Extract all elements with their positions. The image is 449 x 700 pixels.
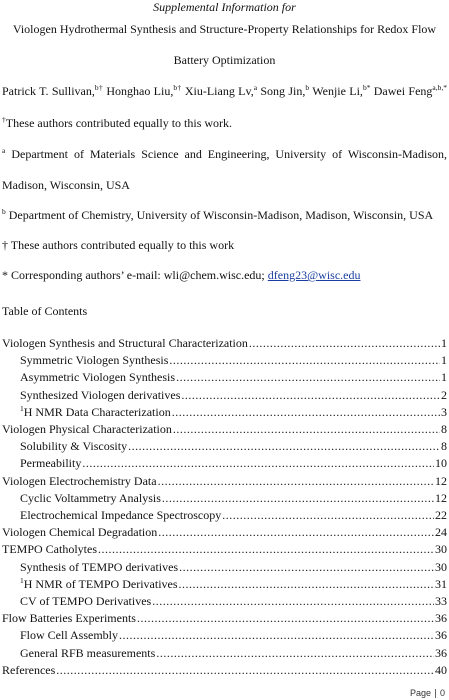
author-name: Dawei Feng: [373, 84, 433, 98]
equal-contribution-note: [2, 116, 447, 130]
toc-entry-text: Symmetric Viologen Synthesis: [20, 353, 169, 368]
toc-entry-label: [20, 352, 168, 368]
toc-entry[interactable]: [20, 438, 447, 454]
toc-superscript: 1: [20, 575, 24, 585]
toc-entry[interactable]: [2, 524, 447, 540]
toc-entry[interactable]: [20, 455, 447, 471]
toc-dot-leader: [156, 645, 434, 661]
toc-entry-text: Electrochemical Impedance Spectroscopy: [20, 508, 222, 522]
equal-contribution-text: These authors contributed equally to this work.: [5, 116, 233, 130]
toc-dot-leader: [179, 559, 434, 575]
toc-entry-text: CV of TEMPO Derivatives: [20, 594, 152, 608]
toc-page-number: 2: [441, 387, 447, 402]
toc-page-number: 12: [435, 473, 447, 488]
author-list: [2, 84, 447, 98]
toc-page-number: 8: [441, 439, 447, 454]
toc-dot-leader: [181, 387, 440, 403]
toc-entry-text: Viologen Chemical Degradation: [2, 525, 158, 540]
toc-dot-leader: [162, 490, 434, 506]
toc-entry-label: [20, 559, 178, 575]
toc-dot-leader: [222, 507, 434, 523]
toc-entry-text: H NMR Data Characterization: [23, 404, 171, 419]
toc-entry[interactable]: [2, 421, 447, 437]
toc-entry-label: [2, 335, 248, 351]
toc-dot-leader: [137, 610, 434, 626]
author-affiliation-mark: b†: [173, 83, 182, 92]
toc-entry[interactable]: [20, 593, 447, 609]
toc-page-number: 31: [435, 576, 447, 591]
toc-entry-text: Viologen Physical Characterization: [2, 422, 172, 436]
toc-entry-label: [2, 662, 55, 678]
toc-entry-text: Flow Cell Assembly: [20, 628, 119, 643]
toc-entry[interactable]: [2, 335, 447, 351]
author-name: Patrick T. Sullivan,: [2, 84, 95, 98]
toc-page-number: 1: [441, 336, 447, 350]
toc-entry[interactable]: [2, 610, 447, 626]
toc-entry-text: Viologen Electrochemistry Data: [2, 473, 157, 488]
toc-dot-leader: [169, 352, 440, 368]
toc-page-number: 1: [441, 353, 447, 368]
toc-entry[interactable]: [2, 541, 447, 557]
author-name: Xiu-Liang Lv,: [184, 84, 254, 98]
toc-entry[interactable]: [20, 576, 447, 592]
toc-dot-leader: [158, 473, 434, 489]
toc-entry[interactable]: [2, 662, 447, 678]
author-affiliation-mark: b*: [362, 83, 371, 92]
toc-dot-leader: [98, 541, 434, 557]
toc-entry-text: H NMR of TEMPO Derivatives: [23, 576, 178, 591]
equal-contribution-repeat: † These authors contributed equally to this work: [2, 238, 235, 252]
toc-page-number: 22: [435, 508, 447, 522]
toc-entry-label: [2, 610, 136, 626]
page-footer: [410, 688, 445, 698]
toc-entry[interactable]: [20, 369, 447, 385]
toc-entry-text: Viologen Synthesis and Structural Characterization: [2, 336, 248, 350]
toc-entry-text: TEMPO Catholytes: [2, 542, 97, 557]
toc-entry-label: [2, 473, 157, 489]
affiliation-a-line-1: [2, 147, 447, 161]
toc-page-number: 30: [435, 559, 447, 574]
toc-entry-text: General RFB measurements: [20, 645, 156, 660]
toc-page-number: 1: [441, 370, 447, 385]
toc-dot-leader: [179, 576, 434, 592]
toc-entry[interactable]: [20, 627, 447, 643]
paper-title-line-1: Viologen Hydrothermal Synthesis and Structure-Property Relationships for Redox Flow: [12, 22, 437, 36]
toc-entry[interactable]: [20, 559, 447, 575]
footer-divider: [435, 689, 436, 698]
toc-entry[interactable]: [20, 507, 447, 523]
toc-entry-label: [20, 387, 180, 403]
toc-entry-text: Cyclic Voltammetry Analysis: [20, 490, 161, 505]
supplemental-heading: Supplemental Information for: [153, 0, 296, 14]
toc-entry-label: [20, 438, 127, 454]
toc-page-number: 30: [435, 542, 447, 557]
toc-entry-label: [20, 576, 178, 592]
toc-dot-leader: [56, 662, 434, 678]
author-affiliation-mark: b: [305, 83, 310, 92]
toc-entry-label: [20, 369, 175, 385]
toc-entry-text: Solubility & Viscosity: [20, 439, 128, 454]
toc-page-number: 33: [435, 594, 447, 608]
toc-entry[interactable]: [20, 490, 447, 506]
toc-dot-leader: [128, 438, 440, 454]
author-affiliation-mark: a: [253, 83, 258, 92]
toc-entry-text: Asymmetric Viologen Synthesis: [20, 370, 176, 385]
toc-dot-leader: [152, 593, 434, 609]
toc-entry-text: References: [2, 662, 56, 677]
author-affiliation-mark: a,b,*: [432, 83, 448, 92]
toc-entry-text: Flow Batteries Experiments: [2, 611, 136, 626]
toc-entry-label: [2, 541, 97, 557]
affiliation-b: [2, 208, 447, 222]
affiliation-a-mark: a: [2, 146, 6, 155]
toc-entry-label: [20, 645, 155, 661]
toc-page-number: 36: [435, 611, 447, 626]
toc-page-number: 40: [435, 662, 447, 677]
toc-entry-label: [20, 507, 221, 523]
author-name: Wenjie Li,: [312, 84, 363, 98]
toc-entry-label: [2, 524, 157, 540]
affiliation-a-text: Department of Materials Science and Engineering, University of Wisconsin-Madison,: [5, 147, 447, 161]
toc-entry-label: [2, 421, 172, 437]
toc-entry[interactable]: [20, 404, 447, 420]
toc-heading: Table of Contents: [2, 304, 88, 318]
toc-dot-leader: [119, 627, 434, 643]
toc-entry-label: [20, 455, 81, 471]
toc-page-number: 12: [435, 490, 447, 505]
affiliation-a-line-2: Madison, Wisconsin, USA: [2, 178, 130, 192]
page-number: 0: [439, 688, 445, 698]
toc-entry-label: [20, 627, 118, 643]
toc-dot-leader: [158, 524, 434, 540]
toc-dot-leader: [173, 421, 440, 437]
toc-page-number: 3: [441, 404, 447, 419]
toc-entry[interactable]: [20, 645, 447, 661]
toc-dot-leader: [249, 335, 440, 351]
toc-page-number: 10: [435, 456, 447, 471]
author-name: Song Jin,: [260, 84, 306, 98]
toc-page-number: 36: [435, 628, 447, 643]
toc-entry-label: [20, 404, 171, 420]
toc-page-number: 24: [435, 525, 447, 540]
toc-superscript: 1: [20, 403, 24, 413]
toc-dot-leader: [176, 369, 440, 385]
corresponding-authors: [2, 268, 447, 282]
toc-entry-text: Synthesis of TEMPO derivatives: [20, 559, 179, 574]
corresponding-text: * Corresponding authors’ e-mail: wli@chem.wisc.edu;: [2, 268, 268, 282]
toc-entry-text: Synthesized Viologen derivatives: [20, 387, 181, 402]
toc-page-number: 36: [435, 645, 447, 660]
page-label: Page: [409, 688, 431, 698]
toc-entry[interactable]: [2, 473, 447, 489]
toc-dot-leader: [172, 404, 440, 420]
email-link[interactable]: dfeng23@wisc.edu: [267, 268, 361, 282]
affiliation-b-text: Department of Chemistry, University of Wisconsin-Madison, Madison, Wisconsin, USA: [5, 208, 434, 222]
toc-entry-label: [20, 593, 151, 609]
toc-dot-leader: [82, 455, 434, 471]
dagger-mark: †: [2, 115, 6, 124]
author-affiliation-mark: b†: [94, 83, 104, 92]
toc-entry-text: Permeability: [20, 456, 82, 471]
toc-entry-label: [20, 490, 161, 506]
affiliation-b-mark: b: [2, 207, 6, 216]
toc-entry[interactable]: [20, 387, 447, 403]
paper-title-line-2: Battery Optimization: [173, 53, 276, 67]
author-name: Honghao Liu,: [106, 84, 174, 98]
toc-page-number: 8: [441, 422, 447, 436]
toc-entry[interactable]: [20, 352, 447, 368]
